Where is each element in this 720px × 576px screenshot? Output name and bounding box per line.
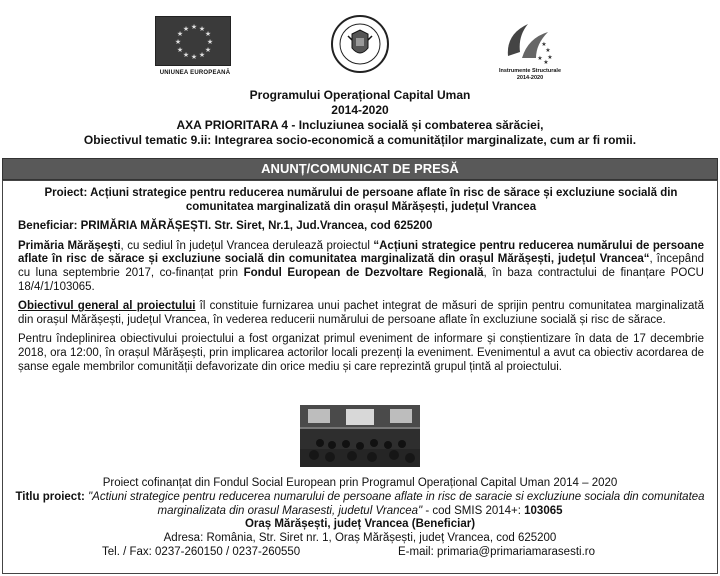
is-caption-line2: 2014-2020 (516, 75, 544, 81)
footer-contact (10, 546, 710, 560)
project-title-footer (10, 491, 710, 519)
project-line (18, 187, 704, 214)
program-header (0, 88, 720, 148)
svg-text:★: ★ (182, 51, 190, 59)
press-release-body (18, 187, 704, 380)
eu-caption: UNIUNEA EUROPEANĂ (159, 70, 231, 76)
is-caption-line1: Instrumente Structurale (498, 68, 562, 74)
svg-text:★: ★ (206, 38, 214, 46)
intro-text-2: , începând cu luna septembrie 2017, co-finanțat prin (18, 253, 704, 279)
paragraph-event: Pentru îndeplinirea obiectivului proiectului a fost organizat primul eveniment de informare și conștientizare în data de 17 decembrie 2018, ora 12:00, în orașul Mărășești, prin implicarea actorilor locali prezenți la eveniment. Evenimentul a avut ca obiectiv acordarea de șanse egale membrilor comunității defavorizate din orice mediu și care reprezintă grupul țintă al proiectului. (18, 333, 704, 373)
svg-text:★: ★ (174, 38, 182, 46)
svg-text:★: ★ (182, 25, 190, 33)
thematic-objective: Obiectivul tematic 9.ii: Integrarea socio-economică a comunităților marginalizate, cum ar fi romii. (83, 133, 637, 147)
svg-text:★: ★ (541, 41, 547, 48)
smis-code: 103065 (524, 504, 563, 517)
footer-beneficiary: Oraș Mărășești, județ Vrancea (Beneficiar) (244, 518, 476, 531)
smis-label: - cod SMIS 2014+: (422, 504, 525, 517)
event-room-photo-icon (300, 405, 420, 467)
intro-text-1: , cu sediul în județul Vrancea derulează proiectul (120, 239, 374, 252)
beneficiary-line: Beneficiar: PRIMĂRIA MĂRĂȘEȘTI. Str. Siret, Nr.1, Jud.Vrancea, cod 625200 (18, 220, 433, 233)
intro-fund-name: Fondul European de Dezvoltare Regională (243, 266, 484, 279)
logo-bar (0, 10, 720, 80)
program-period: 2014-2020 (331, 103, 389, 117)
program-name: Programului Operațional Capital Uman (249, 88, 471, 102)
svg-text:★: ★ (198, 25, 206, 33)
event-photo (300, 405, 420, 467)
footer (10, 477, 710, 560)
paragraph-objective (18, 300, 704, 327)
intro-text-3: , în baza contractului de finanțare POCU 18/4/1/103065. (18, 266, 704, 293)
svg-text:★: ★ (198, 51, 206, 59)
objective-label: Obiectivul general al proiectului (18, 300, 196, 313)
project-label: Proiect (44, 187, 84, 199)
government-seal-logo (330, 14, 390, 74)
eu-flag-logo (155, 16, 231, 66)
footer-address: Adresa: România, Str. Siret nr. 1, Oraș Mărășești, județ Vrancea, cod 625200 (163, 532, 557, 545)
svg-text:★: ★ (547, 54, 553, 61)
priority-axis: AXA PRIORITARA 4 - Incluziunea socială și combaterea sărăciei, (176, 118, 544, 132)
svg-text:★: ★ (537, 55, 543, 62)
structural-instruments-logo (502, 16, 558, 68)
svg-text:★: ★ (176, 46, 184, 54)
objective-text: îl constituie furnizarea unui pachet integrat de măsuri de sprijin pentru comunitatea marginalizată din orașul Mărășești, județul Vrancea, în vederea reducerii numărului de persoane aflate în excluziune socială și risc de sărace. (18, 300, 704, 326)
press-release-banner: ANUNȚ/COMUNICAT DE PRESĂ (2, 158, 718, 180)
star-circle-icon (502, 16, 558, 68)
svg-text:★: ★ (545, 47, 551, 54)
svg-text:★: ★ (176, 30, 184, 38)
svg-text:★: ★ (190, 23, 198, 31)
structural-instruments-caption (490, 68, 570, 82)
eu-stars-icon (156, 17, 232, 67)
cofinancing-note: Proiect cofinanțat din Fondul Social European prin Programul Operațional Capital Uman 2014 – 2020 (102, 477, 618, 489)
title-label: Titlu proiect: (15, 490, 85, 503)
intro-project-title: “Acțiuni strategice pentru reducerea numărului de persoane aflate în risc de sărace și excluziune socială din comunitatea marginalizată din orașul Mărășești, județul Vrancea“ (18, 239, 704, 266)
footer-email: E-mail: primaria@primariamarasesti.ro (398, 545, 595, 558)
footer-phone: Tel. / Fax: 0237-260150 / 0237-260550 (102, 545, 301, 558)
city-hall-name: Primăria Mărășești (18, 239, 121, 252)
project-title: : Acțiuni strategice pentru reducerea numărului de persoane aflate în risc de sărace și excluziune socială din comunitatea marginalizată din orașul Mărășești, județul Vrancea (83, 187, 678, 213)
svg-text:★: ★ (204, 46, 212, 54)
svg-text:★: ★ (204, 30, 212, 38)
svg-text:★: ★ (190, 53, 198, 61)
paragraph-intro (18, 240, 704, 294)
romania-coat-of-arms-icon (330, 14, 390, 74)
title-text: "Actiuni strategice pentru reducerea numarului de persoane aflate in risc de saracie si excluziune sociala din comunitatea marginalizata din orasul Marasesti, judetul Vrancea" (84, 490, 705, 517)
svg-text:★: ★ (543, 59, 549, 66)
